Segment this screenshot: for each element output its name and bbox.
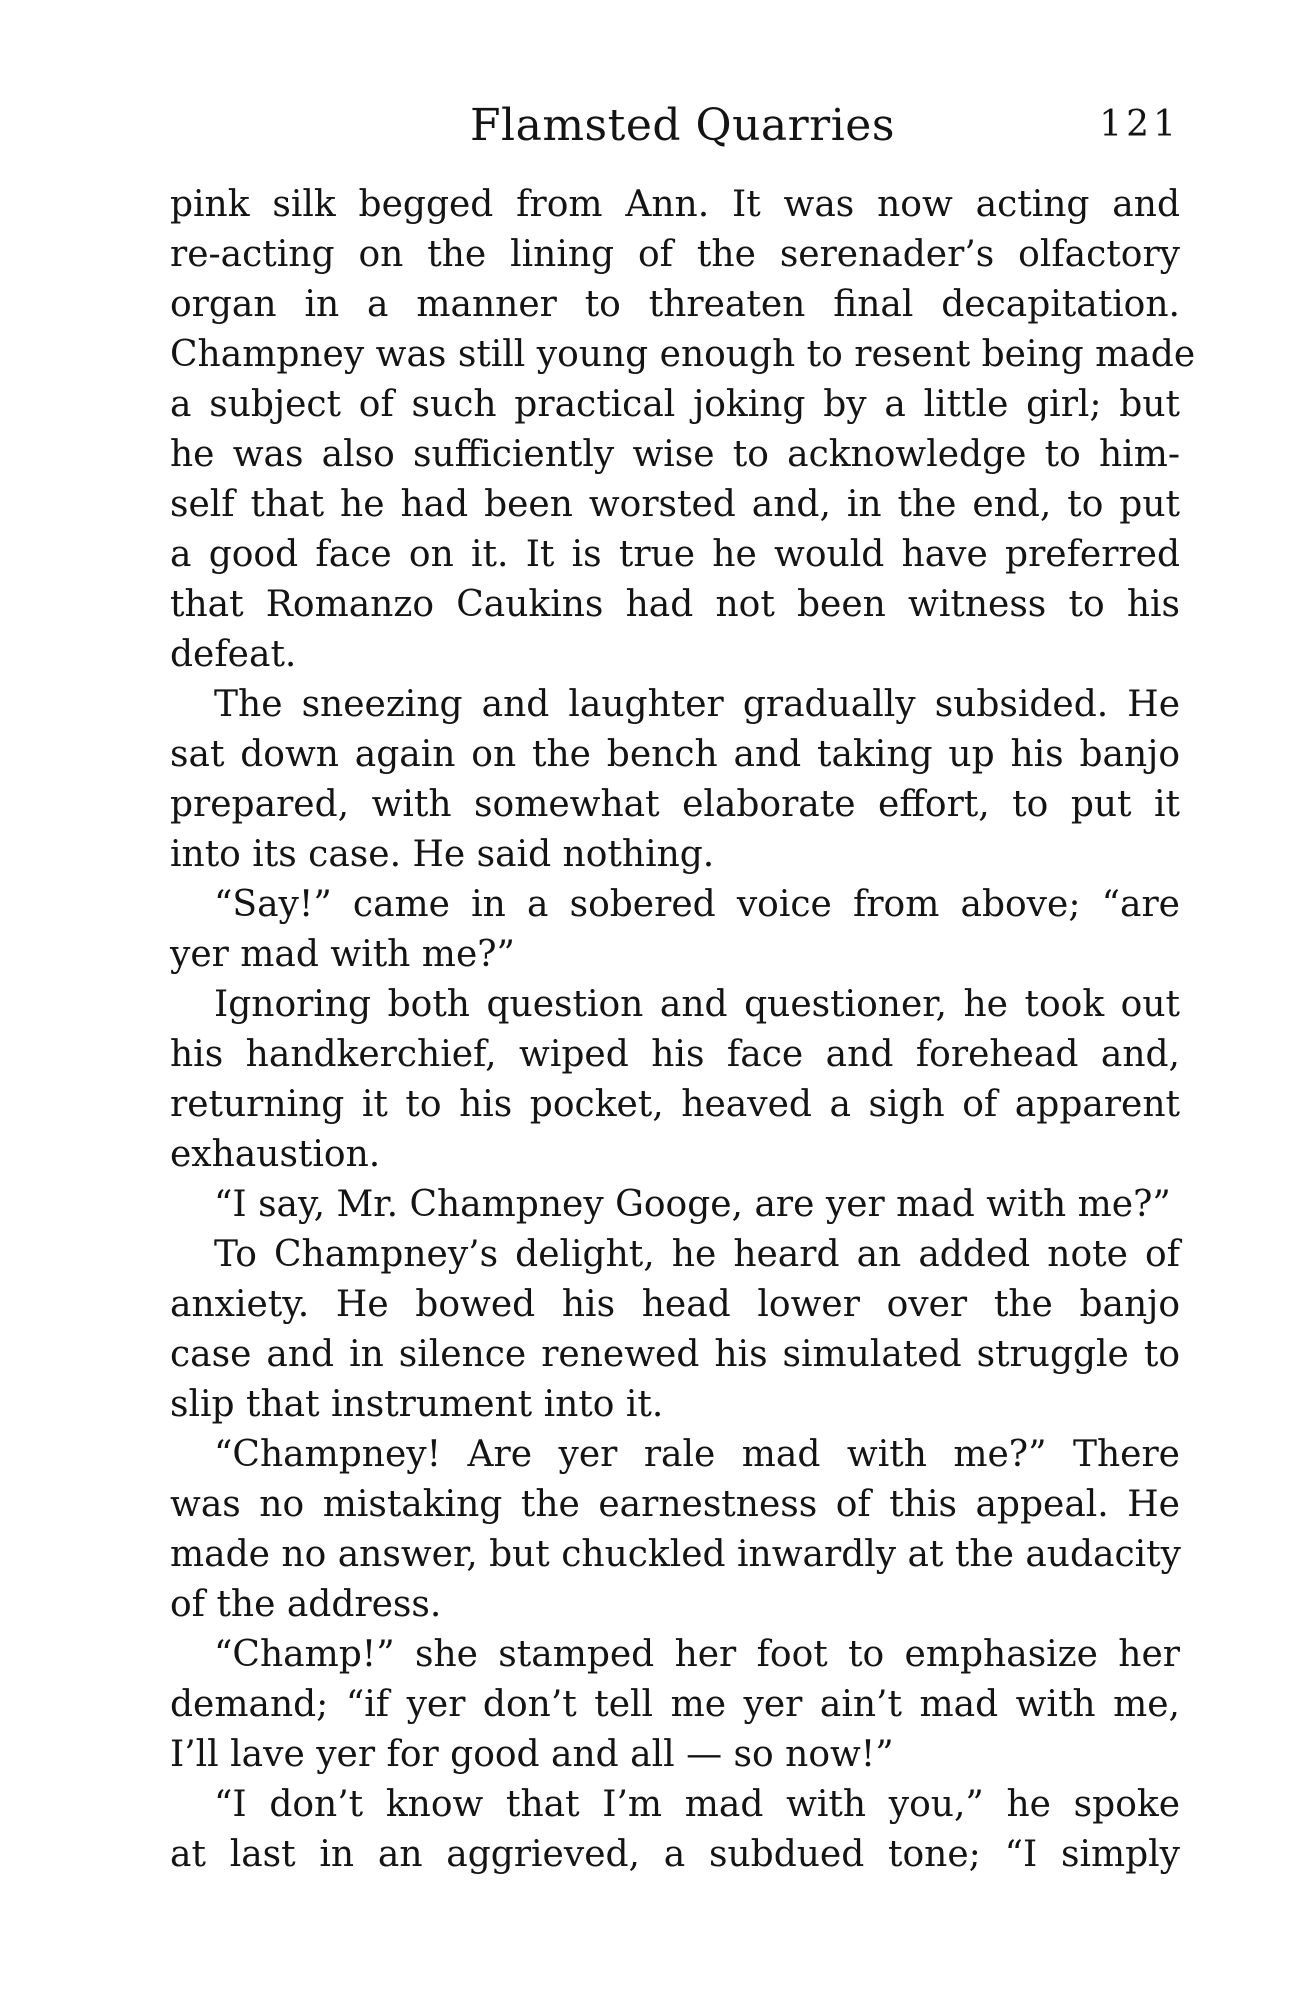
text-line: “Say!” came in a sobered voice from above; “are <box>214 884 1180 925</box>
text-line: demand; “if yer don’t tell me yer ain’t mad with me, <box>170 1684 1180 1725</box>
text-line: defeat. <box>170 634 297 675</box>
text-line: anxiety. He bowed his head lower over the banjo <box>170 1284 1180 1325</box>
text-line: returning it to his pocket, heaved a sigh of apparent <box>170 1084 1180 1125</box>
text-line: exhaustion. <box>170 1134 381 1175</box>
text-line: sat down again on the bench and taking up his banjo <box>170 734 1180 775</box>
text-line: he was also sufficiently wise to acknowledge to him- <box>170 434 1180 475</box>
text-line: yer mad with me?” <box>170 934 515 975</box>
text-line: To Champney’s delight, he heard an added note of <box>214 1234 1180 1275</box>
text-line: of the address. <box>170 1584 442 1625</box>
text-line: a subject of such practical joking by a little girl; but <box>170 384 1180 425</box>
text-line: I’ll lave yer for good and all — so now!” <box>170 1734 894 1775</box>
running-title: Flamsted Quarries <box>470 100 895 151</box>
text-line: “Champ!” she stamped her foot to emphasize her <box>214 1634 1180 1675</box>
text-line: self that he had been worsted and, in the end, to put <box>170 484 1180 525</box>
text-line: Champney was still young enough to resent being made <box>170 334 1196 375</box>
text-line: Ignoring both question and questioner, he took out <box>214 984 1180 1025</box>
text-line: “I say, Mr. Champney Googe, are yer mad with me?” <box>214 1184 1171 1225</box>
text-line: slip that instrument into it. <box>170 1384 664 1425</box>
text-line: was no mistaking the earnestness of this appeal. He <box>170 1484 1180 1525</box>
text-line: his handkerchief, wiped his face and forehead and, <box>170 1034 1180 1075</box>
page-header <box>170 100 1180 160</box>
text-line: case and in silence renewed his simulated struggle to <box>170 1334 1180 1375</box>
text-line: a good face on it. It is true he would have preferred <box>170 534 1180 575</box>
text-line: at last in an aggrieved, a subdued tone; “I simply <box>170 1834 1180 1875</box>
text-line: organ in a manner to threaten final decapitation. <box>170 284 1180 325</box>
page-number: 121 <box>1099 104 1180 145</box>
text-line: prepared, with somewhat elaborate effort, to put it <box>170 784 1180 825</box>
text-line: “Champney! Are yer rale mad with me?” There <box>214 1434 1180 1475</box>
text-line: made no answer, but chuckled inwardly at the audacity <box>170 1534 1181 1575</box>
text-line: “I don’t know that I’m mad with you,” he spoke <box>214 1784 1180 1825</box>
text-line: into its case. He said nothing. <box>170 834 715 875</box>
text-line: pink silk begged from Ann. It was now acting and <box>170 184 1180 225</box>
body-text <box>170 180 1196 1880</box>
text-line: re-acting on the lining of the serenader’s olfactory <box>170 234 1180 275</box>
text-line: The sneezing and laughter gradually subsided. He <box>214 684 1180 725</box>
text-line: that Romanzo Caukins had not been witness to his <box>170 584 1180 625</box>
